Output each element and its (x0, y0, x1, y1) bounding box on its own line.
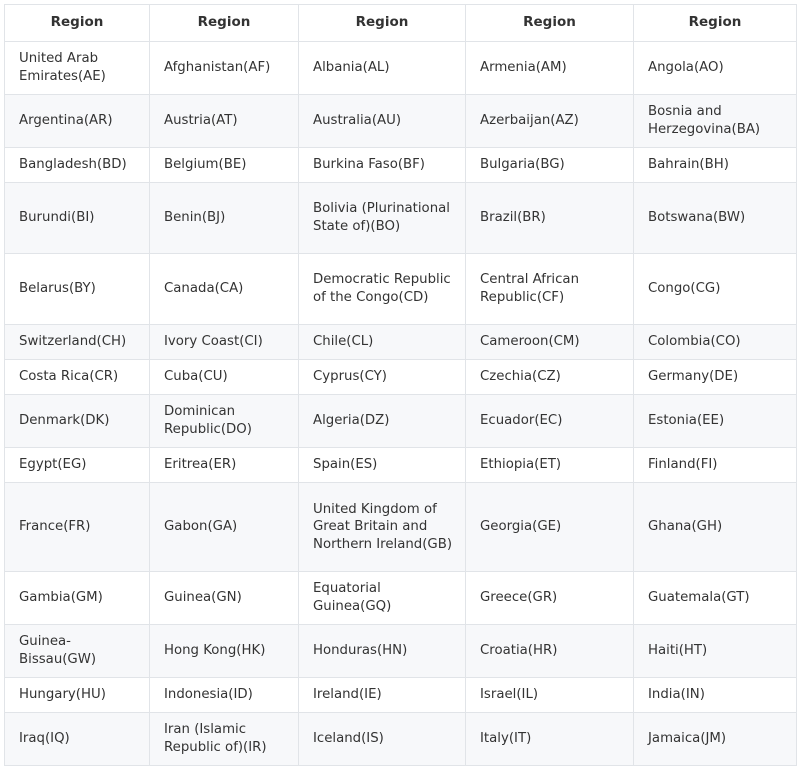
table-row (5, 360, 797, 395)
table-row (5, 254, 797, 325)
region-cell: Bulgaria(BG) (466, 148, 634, 183)
region-cell: Gambia(GM) (5, 572, 150, 625)
region-cell: Gabon(GA) (150, 483, 299, 572)
region-cell: Spain(ES) (299, 448, 466, 483)
region-cell: Congo(CG) (634, 254, 797, 325)
table-row (5, 395, 797, 448)
region-cell: Dominican Republic(DO) (150, 395, 299, 448)
column-header: Region (299, 5, 466, 42)
region-cell: India(IN) (634, 678, 797, 713)
region-cell: Egypt(EG) (5, 448, 150, 483)
region-cell: Cameroon(CM) (466, 325, 634, 360)
region-cell: Bosnia and Herzegovina(BA) (634, 95, 797, 148)
region-cell: Switzerland(CH) (5, 325, 150, 360)
region-cell: Democratic Republic of the Congo(CD) (299, 254, 466, 325)
table-row (5, 183, 797, 254)
region-cell: Afghanistan(AF) (150, 42, 299, 95)
table-row (5, 95, 797, 148)
region-cell: Iran (Islamic Republic of)(IR) (150, 713, 299, 766)
region-cell: Cyprus(CY) (299, 360, 466, 395)
region-cell: United Arab Emirates(AE) (5, 42, 150, 95)
region-cell: France(FR) (5, 483, 150, 572)
table-row (5, 625, 797, 678)
region-cell: Estonia(EE) (634, 395, 797, 448)
region-cell: United Kingdom of Great Britain and Northern Ireland(GB) (299, 483, 466, 572)
region-cell: Angola(AO) (634, 42, 797, 95)
region-cell: Germany(DE) (634, 360, 797, 395)
region-cell: Belarus(BY) (5, 254, 150, 325)
column-header: Region (466, 5, 634, 42)
region-cell: Georgia(GE) (466, 483, 634, 572)
region-cell: Ivory Coast(CI) (150, 325, 299, 360)
region-cell: Bangladesh(BD) (5, 148, 150, 183)
region-cell: Ecuador(EC) (466, 395, 634, 448)
region-cell: Burkina Faso(BF) (299, 148, 466, 183)
region-cell: Burundi(BI) (5, 183, 150, 254)
table-row (5, 678, 797, 713)
region-cell: Austria(AT) (150, 95, 299, 148)
column-header: Region (5, 5, 150, 42)
region-cell: Croatia(HR) (466, 625, 634, 678)
region-cell: Hungary(HU) (5, 678, 150, 713)
region-cell: Israel(IL) (466, 678, 634, 713)
header-row (5, 5, 797, 42)
region-cell: Finland(FI) (634, 448, 797, 483)
region-cell: Indonesia(ID) (150, 678, 299, 713)
table-row (5, 572, 797, 625)
table-row (5, 148, 797, 183)
table-row (5, 42, 797, 95)
column-header: Region (150, 5, 299, 42)
region-cell: Bolivia (Plurinational State of)(BO) (299, 183, 466, 254)
region-cell: Czechia(CZ) (466, 360, 634, 395)
region-cell: Guatemala(GT) (634, 572, 797, 625)
region-cell: Hong Kong(HK) (150, 625, 299, 678)
region-cell: Honduras(HN) (299, 625, 466, 678)
region-cell: Haiti(HT) (634, 625, 797, 678)
table-row (5, 448, 797, 483)
region-cell: Chile(CL) (299, 325, 466, 360)
region-cell: Greece(GR) (466, 572, 634, 625)
region-cell: Eritrea(ER) (150, 448, 299, 483)
table-body (5, 42, 797, 766)
region-cell: Bahrain(BH) (634, 148, 797, 183)
region-cell: Australia(AU) (299, 95, 466, 148)
region-cell: Colombia(CO) (634, 325, 797, 360)
region-cell: Jamaica(JM) (634, 713, 797, 766)
region-cell: Canada(CA) (150, 254, 299, 325)
region-cell: Guinea-Bissau(GW) (5, 625, 150, 678)
region-cell: Armenia(AM) (466, 42, 634, 95)
region-cell: Azerbaijan(AZ) (466, 95, 634, 148)
region-cell: Benin(BJ) (150, 183, 299, 254)
region-cell: Ghana(GH) (634, 483, 797, 572)
table-row (5, 713, 797, 766)
region-cell: Algeria(DZ) (299, 395, 466, 448)
table-row (5, 483, 797, 572)
region-cell: Italy(IT) (466, 713, 634, 766)
region-cell: Denmark(DK) (5, 395, 150, 448)
table-row (5, 325, 797, 360)
region-cell: Iraq(IQ) (5, 713, 150, 766)
region-cell: Brazil(BR) (466, 183, 634, 254)
region-cell: Botswana(BW) (634, 183, 797, 254)
region-cell: Cuba(CU) (150, 360, 299, 395)
region-cell: Ethiopia(ET) (466, 448, 634, 483)
region-cell: Argentina(AR) (5, 95, 150, 148)
region-cell: Guinea(GN) (150, 572, 299, 625)
table-header (5, 5, 797, 42)
region-cell: Central African Republic(CF) (466, 254, 634, 325)
region-cell: Equatorial Guinea(GQ) (299, 572, 466, 625)
column-header: Region (634, 5, 797, 42)
region-cell: Ireland(IE) (299, 678, 466, 713)
region-cell: Costa Rica(CR) (5, 360, 150, 395)
region-cell: Iceland(IS) (299, 713, 466, 766)
region-cell: Belgium(BE) (150, 148, 299, 183)
region-table (4, 4, 797, 766)
region-cell: Albania(AL) (299, 42, 466, 95)
